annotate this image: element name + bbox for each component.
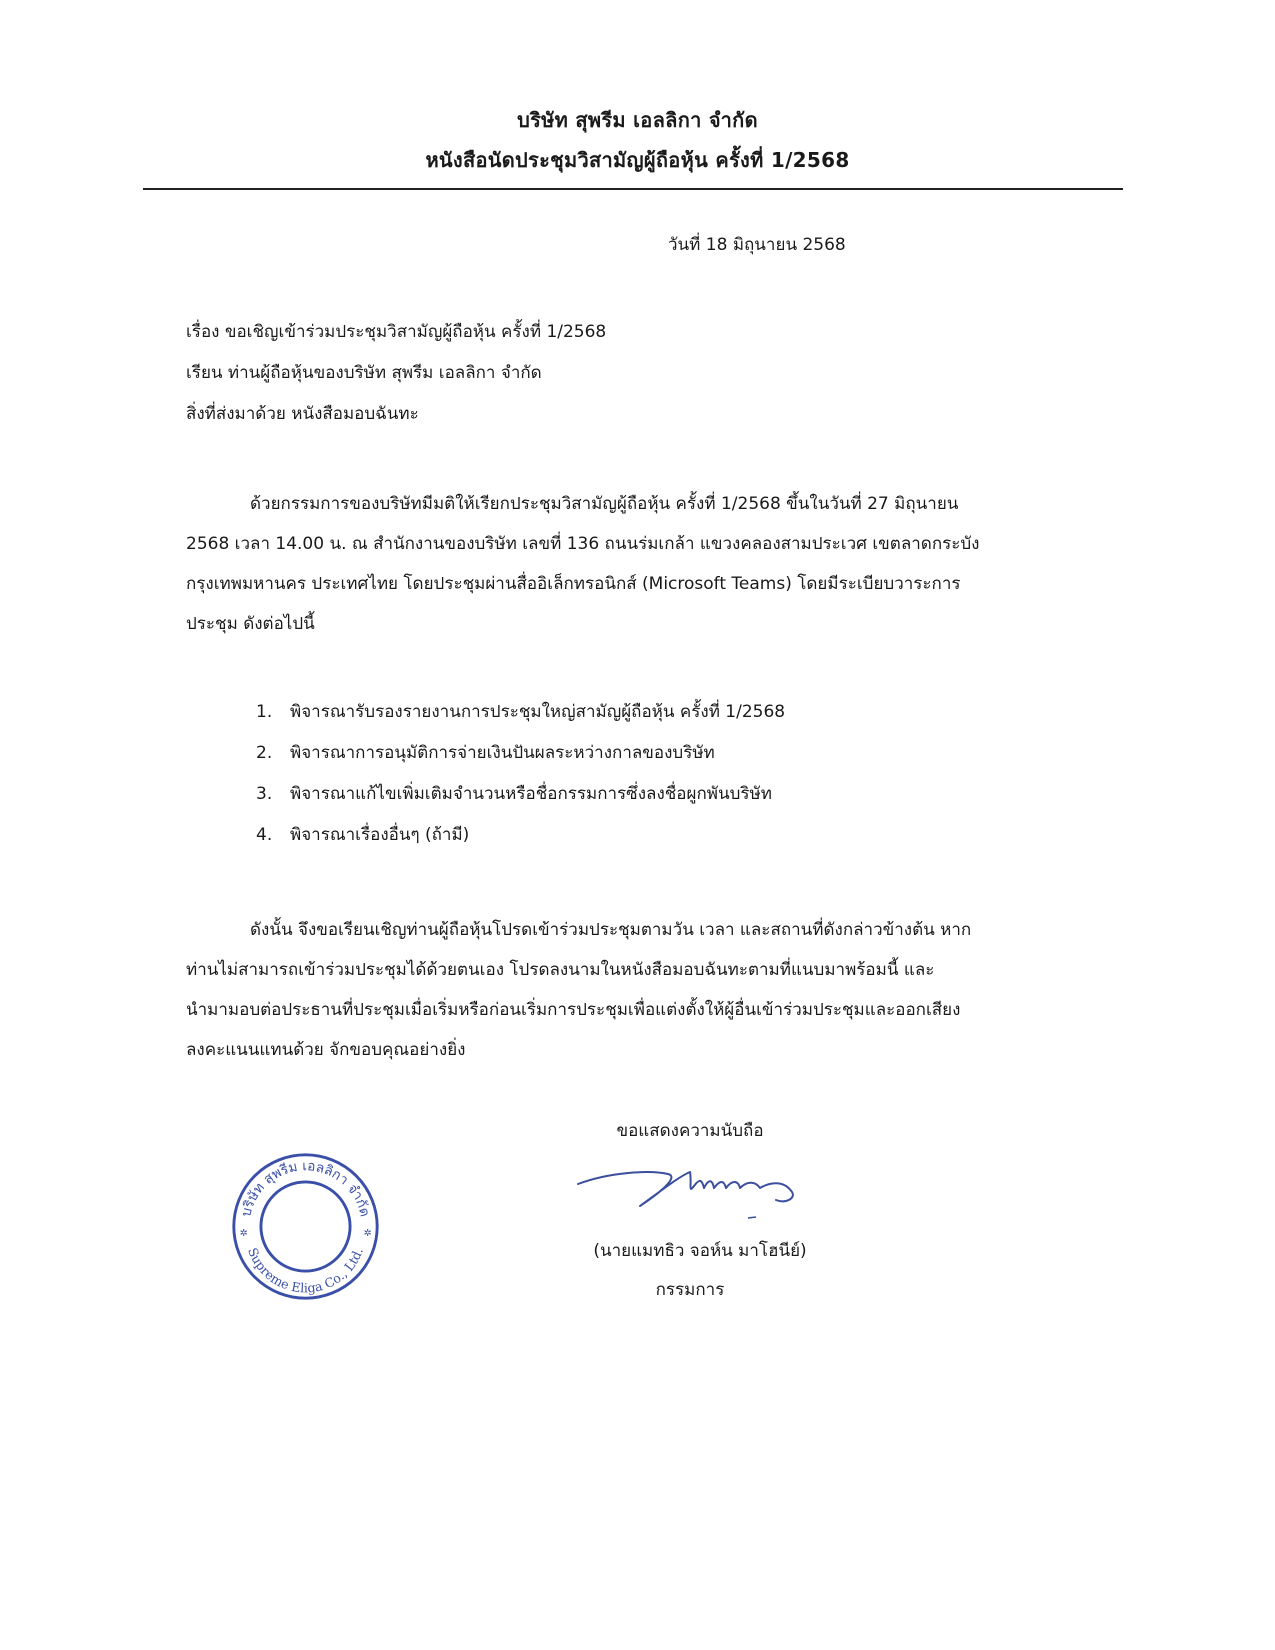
document-title: หนังสือนัดประชุมวิสามัญผู้ถือหุ้น ครั้งที่ 1/2568 <box>425 148 850 172</box>
agenda-number: 4. <box>256 825 273 845</box>
agenda-text: พิจารณาการอนุมัติการจ่ายเงินปันผลระหว่างกาลของบริษัท <box>290 743 715 763</box>
letter-meta <box>186 312 606 435</box>
signatory-name: (นายแมทธิว จอห์น มาโฮนีย์) <box>593 1241 807 1261</box>
letter-header <box>0 100 1275 180</box>
seal-star-right: ✲ <box>363 1228 372 1240</box>
enclosure-line: สิ่งที่ส่งมาด้วย หนังสือมอบฉันทะ <box>186 404 419 424</box>
header-divider <box>143 188 1123 190</box>
agenda-number: 1. <box>256 702 273 722</box>
seal-text-english-path: Supreme Eliga Co., Ltd. <box>245 1245 366 1296</box>
seal-star-left: ✲ <box>239 1228 248 1240</box>
subject-line: เรื่อง ขอเชิญเข้าร่วมประชุมวิสามัญผู้ถือหุ้น ครั้งที่ 1/2568 <box>186 322 607 342</box>
agenda-text: พิจารณาเรื่องอื่นๆ (ถ้ามี) <box>290 825 470 845</box>
paragraph-line: ลงคะแนนแทนด้วย จักขอบคุณอย่างยิ่ง <box>186 1040 466 1060</box>
signature-stroke <box>578 1172 793 1206</box>
paragraph-request <box>186 910 1071 1070</box>
signature-tick <box>748 1217 756 1218</box>
paragraph-line: กรุงเทพมหานคร ประเทศไทย โดยประชุมผ่านสื่ออิเล็กทรอนิกส์ (Microsoft Teams) โดยมีระเบียบวาระการ <box>186 574 961 594</box>
signatory-title: กรรมการ <box>655 1280 725 1300</box>
recipient-line: เรียน ท่านผู้ถือหุ้นของบริษัท สุพรีม เอลลิกา จำกัด <box>186 363 542 383</box>
agenda-item <box>256 815 785 856</box>
paragraph-line: ด้วยกรรมการของบริษัทมีมติให้เรียกประชุมวิสามัญผู้ถือหุ้น ครั้งที่ 1/2568 ขึ้นในวันที่ 27 มิถุนายน <box>250 494 959 514</box>
company-name: บริษัท สุพรีม เอลลิกา จำกัด <box>517 108 758 132</box>
closing-regards: ขอแสดงความนับถือ <box>616 1121 764 1141</box>
company-seal <box>228 1149 383 1304</box>
paragraph-line: ประชุม ดังต่อไปนี้ <box>186 614 315 634</box>
seal-outer-ring <box>234 1155 377 1298</box>
agenda-list <box>256 692 785 856</box>
agenda-number: 3. <box>256 784 273 804</box>
letter-date: วันที่ 18 มิถุนายน 2568 <box>668 235 846 255</box>
paragraph-line: นำมามอบต่อประธานที่ประชุมเมื่อเริ่มหรือก่อนเริ่มการประชุมเพื่อแต่งตั้งให้ผู้อื่นเข้าร่วมประชุมและออกเสียง <box>186 1000 961 1020</box>
seal-text-thai <box>238 1158 373 1218</box>
agenda-text: พิจารณารับรองรายงานการประชุมใหญ่สามัญผู้ถือหุ้น ครั้งที่ 1/2568 <box>290 702 786 722</box>
paragraph-line: ดังนั้น จึงขอเรียนเชิญท่านผู้ถือหุ้นโปรดเข้าร่วมประชุมตามวัน เวลา และสถานที่ดังกล่าวข้างต้น หาก <box>250 920 972 940</box>
agenda-item <box>256 733 785 774</box>
seal-inner-ring <box>261 1182 350 1271</box>
agenda-text: พิจารณาแก้ไขเพิ่มเติมจำนวนหรือชื่อกรรมการซึ่งลงชื่อผูกพันบริษัท <box>290 784 772 804</box>
agenda-number: 2. <box>256 743 273 763</box>
agenda-item <box>256 692 785 733</box>
paragraph-invitation <box>186 484 1071 644</box>
signature-image <box>570 1150 830 1240</box>
agenda-item <box>256 774 785 815</box>
paragraph-line: 2568 เวลา 14.00 น. ณ สำนักงานของบริษัท เลขที่ 136 ถนนร่มเกล้า แขวงคลองสามประเวศ เขตลาดกระบัง <box>186 534 980 554</box>
seal-text-thai-path: บริษัท สุพรีม เอลลิกา จำกัด <box>238 1158 373 1219</box>
paragraph-line: ท่านไม่สามารถเข้าร่วมประชุมได้ด้วยตนเอง โปรดลงนามในหนังสือมอบฉันทะตามที่แนบมาพร้อมนี้ และ <box>186 960 935 980</box>
